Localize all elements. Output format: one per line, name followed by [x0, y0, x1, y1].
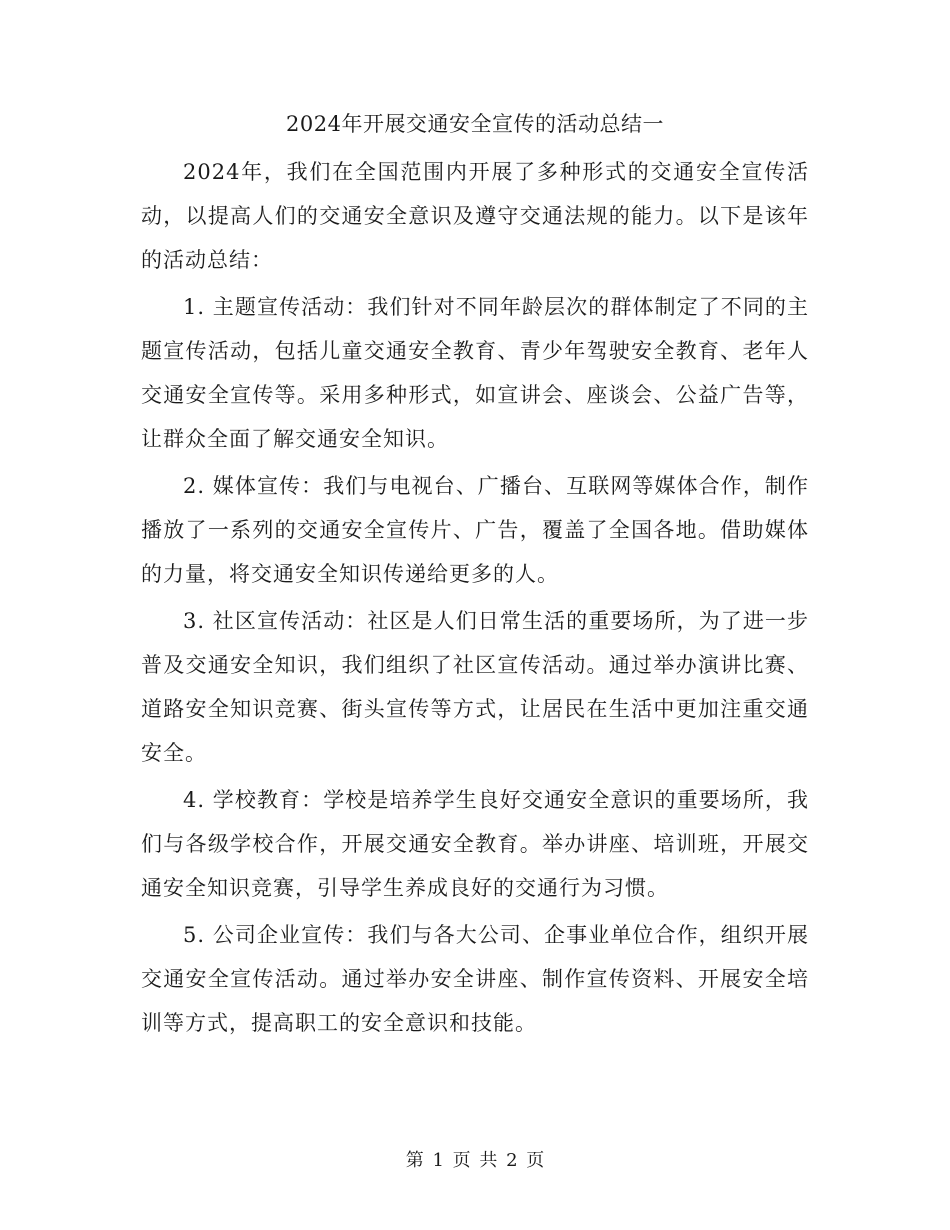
intro-paragraph: 2024年，我们在全国范围内开展了多种形式的交通安全宣传活动，以提高人们的交通安全意识及遵守交通法规的能力。以下是该年的活动总结：	[141, 160, 809, 272]
paragraph-enterprise-publicity: 5. 公司企业宣传：我们与各大公司、企事业单位合作，组织开展交通安全宣传活动。通过举办安全讲座、制作宣传资料、开展安全培训等方式，提高职工的安全意识和技能。	[141, 923, 809, 1035]
paragraph-community-activities: 3. 社区宣传活动：社区是人们日常生活的重要场所，为了进一步普及交通安全知识，我们组织了社区宣传活动。通过举办演讲比赛、道路安全知识竞赛、街头宣传等方式，让居民在生活中更加注重交通安全。	[141, 609, 809, 765]
page-number-footer: 第 1 页 共 2 页	[405, 1150, 545, 1171]
document-body	[141, 150, 809, 1048]
document-title: 2024年开展交通安全宣传的活动总结一	[286, 112, 664, 136]
paragraph-media-publicity: 2. 媒体宣传：我们与电视台、广播台、互联网等媒体合作，制作播放了一系列的交通安全宣传片、广告，覆盖了全国各地。借助媒体的力量，将交通安全知识传递给更多的人。	[141, 474, 809, 586]
paragraph-school-education: 4. 学校教育：学校是培养学生良好交通安全意识的重要场所，我们与各级学校合作，开展交通安全教育。举办讲座、培训班，开展交通安全知识竞赛，引导学生养成良好的交通行为习惯。	[141, 788, 809, 900]
paragraph-theme-activities: 1. 主题宣传活动：我们针对不同年龄层次的群体制定了不同的主题宣传活动，包括儿童交通安全教育、青少年驾驶安全教育、老年人交通安全宣传等。采用多种形式，如宣讲会、座谈会、公益广告等，让群众全面了解交通安全知识。	[141, 295, 809, 451]
